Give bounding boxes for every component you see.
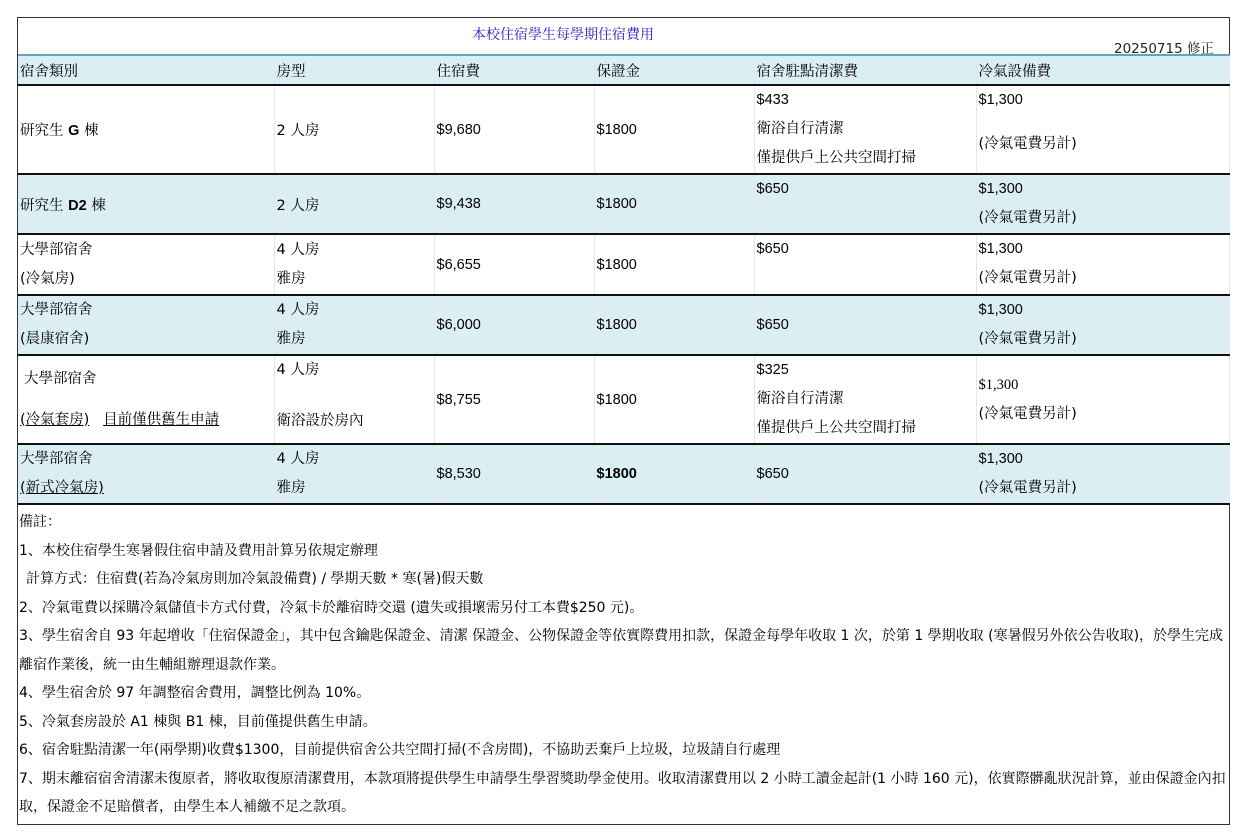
cleaning-fee-cell: $650: [754, 174, 976, 234]
table-row: [18, 85, 1229, 174]
deposit-cell: $1800: [594, 234, 754, 295]
table-row: [18, 234, 1229, 295]
ac-fee-cell: $1,300 (冷氣電費另計): [976, 234, 1229, 295]
note-item: 2、冷氣電費以採購冷氣儲值卡方式付費，冷氣卡於離宿時交還 (遺失或損壞需另付工本費$250 元)。: [19, 599, 644, 616]
header-cell: 宿舍駐點清潔費: [754, 55, 976, 85]
header-cell: 房型: [274, 55, 434, 85]
notes-heading: 備註：: [19, 514, 61, 530]
room-type-cell: 2 人房: [274, 174, 434, 234]
ac-fee-cell: $1,300 (冷氣電費另計): [976, 174, 1229, 234]
room-type-cell: 2 人房: [274, 85, 434, 174]
deposit-cell: $1800: [594, 444, 754, 504]
ac-fee-cell: $1,300 (冷氣電費另計): [976, 295, 1229, 355]
deposit-cell: $1800: [594, 295, 754, 355]
note-item: 1、本校住宿學生寒暑假住宿申請及費用計算另依規定辦理: [19, 542, 378, 559]
cleaning-fee-cell: $433 衛浴自行清潔 僅提供戶上公共空間打掃: [754, 85, 976, 174]
dorm-type-cell: 大學部宿舍 (新式冷氣房): [18, 444, 274, 504]
room-type-cell: 4 人房 雅房: [274, 444, 434, 504]
room-type-cell: 4 人房 雅房: [274, 295, 434, 355]
page-title: 本校住宿學生每學期住宿費用: [472, 27, 654, 43]
header-cell: 保證金: [594, 55, 754, 85]
note-item: 6、宿舍駐點清潔一年(兩學期)收費$1300，目前提供宿舍公共空間打掃(不含房間)，不協助丟棄戶上垃圾，垃圾請自行處理: [19, 742, 781, 758]
notes-section: [19, 508, 1227, 822]
note-item: 3、學生宿舍自 93 年起增收「住宿保證金」，其中包含鑰匙保證金、清潔 保證金、公物保證金等依實際費用扣款，保證金每學年收取 1 次，於第 1 學期收取 (寒暑假另外依公告收取)，於學生完成離宿作業後，統一由生輔組辦理退款作業。: [19, 628, 1224, 673]
ac-fee-cell: $1,300 (冷氣電費另計): [976, 85, 1229, 174]
cleaning-fee-cell: $650: [754, 234, 976, 295]
table-header-row: [18, 55, 1229, 85]
table-row: [18, 444, 1229, 504]
fee-cell: $9,438: [434, 174, 594, 234]
revision-date: 20250715 修正: [1113, 41, 1214, 57]
fee-cell: $6,655: [434, 234, 594, 295]
cleaning-fee-cell: $650: [754, 295, 976, 355]
room-type-cell: 4 人房 衛浴設於房內: [274, 355, 434, 444]
header-cell: 宿舍類別: [18, 55, 274, 85]
notice-only-returning: 目前僅供舊生申請: [103, 411, 220, 428]
fee-sheet: [17, 17, 1230, 825]
fee-cell: $8,530: [434, 444, 594, 504]
note-item: 5、冷氣套房設於 A1 棟與 B1 棟，目前僅提供舊生申請。: [19, 713, 377, 730]
fee-cell: $6,000: [434, 295, 594, 355]
dorm-type-cell: 大學部宿舍 (晨康宿舍): [18, 295, 274, 355]
note-item: 4、學生宿舍於 97 年調整宿舍費用，調整比例為 10%。: [19, 685, 371, 701]
dorm-type-cell: 研究生 G 棟: [18, 85, 274, 174]
title-bar: [18, 18, 1229, 57]
header-cell: 冷氣設備費: [976, 55, 1229, 85]
note-item: 7、期末離宿宿舍清潔未復原者，將收取復原清潔費用，本款項將提供學生申請學生學習獎助學金使用。收取清潔費用以 2 小時工讀金起計(1 小時 160 元)，依實際髒亂狀況計算，並由保證金內扣取，保證金不足賠償者，由學生本人補繳不足之款項。: [19, 770, 1226, 815]
dorm-type-cell: 研究生 D2 棟: [18, 174, 274, 234]
dorm-type-cell: 大學部宿舍 (冷氣套房) 目前僅供舊生申請: [18, 355, 274, 444]
ac-fee-cell: $1,300 (冷氣電費另計): [976, 444, 1229, 504]
deposit-cell: $1800: [594, 355, 754, 444]
header-cell: 住宿費: [434, 55, 594, 85]
dorm-type-cell: 大學部宿舍 (冷氣房): [18, 234, 274, 295]
table-row: [18, 355, 1229, 444]
ac-fee-cell: $1,300 (冷氣電費另計): [976, 355, 1229, 444]
fee-cell: $9,680: [434, 85, 594, 174]
table-row: [18, 174, 1229, 234]
deposit-cell: $1800: [594, 174, 754, 234]
fee-table: [18, 54, 1230, 505]
cleaning-fee-cell: $650: [754, 444, 976, 504]
cleaning-fee-cell: $325 衛浴自行清潔 僅提供戶上公共空間打掃: [754, 355, 976, 444]
deposit-cell: $1800: [594, 85, 754, 174]
note-item: 計算方式：住宿費(若為冷氣房則加冷氣設備費) / 學期天數 * 寒(暑)假天數: [26, 571, 484, 587]
table-row: [18, 295, 1229, 355]
fee-cell: $8,755: [434, 355, 594, 444]
room-type-cell: 4 人房 雅房: [274, 234, 434, 295]
